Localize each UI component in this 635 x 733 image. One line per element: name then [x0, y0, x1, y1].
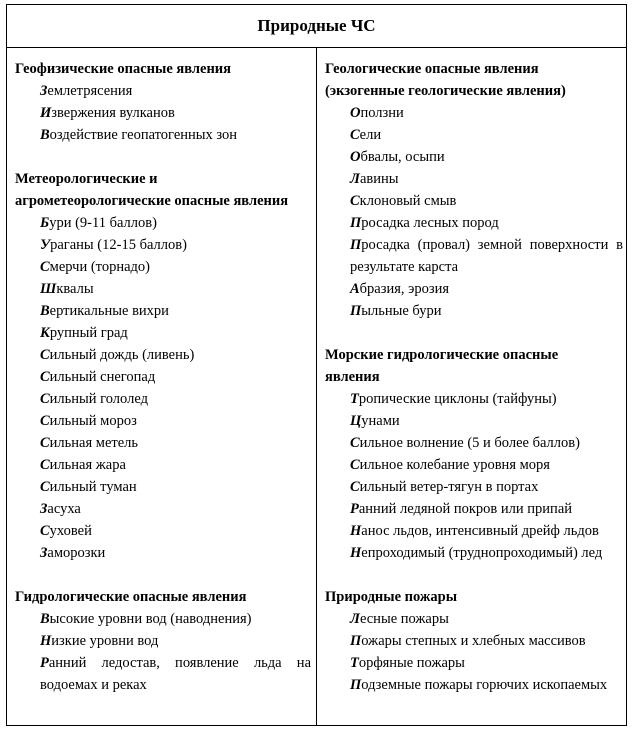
item-text: орфяные пожары [358, 655, 465, 671]
table-title: Природные ЧС [7, 5, 626, 48]
item-initial: П [350, 633, 362, 649]
section-title: агрометеорологические опасные явления [15, 193, 289, 209]
section-title: (экзогенные геологические явления) [325, 83, 566, 99]
item-text: звержения вулканов [51, 105, 175, 121]
item-text: рупный град [49, 325, 128, 341]
list-item [15, 366, 311, 388]
section-title: Геофизические опасные явления [15, 61, 232, 77]
item-initial: З [40, 501, 48, 517]
item-initial: З [40, 545, 48, 561]
item-initial: Н [350, 523, 362, 539]
item-text: бразия, эрозия [359, 281, 450, 297]
list-item [15, 498, 311, 520]
list-item [15, 410, 311, 432]
list-item [325, 168, 623, 190]
item-initial: К [40, 325, 50, 341]
section [15, 168, 311, 564]
item-initial: О [350, 149, 361, 165]
list-item [15, 388, 311, 410]
section-gap [325, 564, 623, 586]
item-text: унами [361, 413, 400, 429]
list-item [325, 388, 623, 410]
item-text: ыльные бури [361, 303, 442, 319]
item-initial: С [350, 193, 360, 209]
item-initial: С [40, 435, 50, 451]
list-item [325, 630, 623, 652]
list-item [15, 256, 311, 278]
list-item [15, 102, 311, 124]
item-initial: И [40, 105, 52, 121]
list-item [325, 432, 623, 454]
item-initial: Р [350, 501, 359, 517]
right-column [325, 58, 623, 696]
item-text: ильный туман [49, 479, 137, 495]
section-gap [325, 322, 623, 344]
item-initial: П [350, 237, 362, 253]
item-text: ильное волнение (5 и более баллов) [359, 435, 580, 451]
item-initial: В [40, 127, 50, 143]
item-text: ильный гололед [49, 391, 148, 407]
item-text: одземные пожары горючих ископаемых [361, 677, 608, 693]
list-item [15, 322, 311, 344]
list-item [15, 608, 311, 630]
item-initial: С [40, 413, 50, 429]
list-item [15, 278, 311, 300]
list-item [325, 278, 623, 300]
section-title: Гидрологические опасные явления [15, 589, 247, 605]
item-text: ильная метель [49, 435, 139, 451]
item-text: ильный дождь (ливень) [49, 347, 195, 363]
list-item [325, 608, 623, 630]
list-item [325, 234, 623, 278]
list-item [15, 212, 311, 234]
list-item [15, 344, 311, 366]
item-initial: С [40, 457, 50, 473]
item-initial: А [350, 281, 360, 297]
item-text: ожары степных и хлебных массивов [361, 633, 586, 649]
section-title: Природные пожары [325, 589, 458, 605]
item-text: ропические циклоны (тайфуны) [358, 391, 557, 407]
item-initial: С [350, 457, 360, 473]
item-text: ильный мороз [49, 413, 137, 429]
list-item [15, 300, 311, 322]
item-initial: С [40, 479, 50, 495]
item-text: ертикальные вихри [49, 303, 169, 319]
list-item [15, 520, 311, 542]
item-initial: С [350, 479, 360, 495]
item-initial: О [350, 105, 361, 121]
item-text: ели [359, 127, 382, 143]
item-text: клоновый смыв [359, 193, 457, 209]
item-text: ильная жара [49, 457, 126, 473]
list-item [15, 454, 311, 476]
list-item [325, 454, 623, 476]
item-initial: С [350, 435, 360, 451]
item-text: ильный снегопад [49, 369, 156, 385]
list-item [325, 102, 623, 124]
list-item [325, 300, 623, 322]
section-gap [15, 146, 311, 168]
item-text: епроходимый (труднопроходимый) лед [361, 545, 603, 561]
item-text: ури (9-11 баллов) [49, 215, 157, 231]
item-initial: Т [350, 391, 359, 407]
list-item [15, 432, 311, 454]
item-initial: П [350, 677, 362, 693]
item-initial: В [40, 303, 50, 319]
list-item [325, 542, 623, 564]
item-text: ползни [360, 105, 404, 121]
item-text: емлетрясения [47, 83, 133, 99]
list-item [325, 212, 623, 234]
section [325, 586, 623, 696]
item-initial: Н [40, 633, 52, 649]
list-item [15, 124, 311, 146]
section-title: Геологические опасные явления [325, 61, 539, 77]
list-item [15, 542, 311, 564]
list-item [325, 146, 623, 168]
left-column [15, 58, 311, 696]
section-title: Метеорологические и [15, 171, 158, 187]
item-initial: С [350, 127, 360, 143]
item-initial: С [40, 347, 50, 363]
item-text: анний ледяной покров или припай [358, 501, 573, 517]
section [325, 58, 623, 322]
item-text: квалы [56, 281, 94, 297]
item-initial: Т [350, 655, 359, 671]
item-text: ысокие уровни вод (наводнения) [49, 611, 252, 627]
section-title: явления [325, 369, 380, 385]
list-item [325, 476, 623, 498]
item-text: ильное колебание уровня моря [359, 457, 550, 473]
item-initial: С [40, 259, 50, 275]
section [15, 58, 311, 146]
item-initial: Ц [350, 413, 362, 429]
section-gap [15, 564, 311, 586]
list-item [325, 520, 623, 542]
list-item [325, 674, 623, 696]
item-text: росадка лесных пород [361, 215, 499, 231]
item-text: раганы (12-15 баллов) [50, 237, 187, 253]
list-item [15, 80, 311, 102]
item-text: асуха [47, 501, 81, 517]
list-item [325, 190, 623, 212]
item-text: бвалы, осыпи [360, 149, 445, 165]
item-text: аморозки [47, 545, 106, 561]
item-initial: Н [350, 545, 362, 561]
item-initial: П [350, 215, 362, 231]
item-text: авины [359, 171, 399, 187]
section [325, 344, 623, 564]
item-initial: С [40, 391, 50, 407]
item-initial: В [40, 611, 50, 627]
item-initial: С [40, 369, 50, 385]
item-initial: П [350, 303, 362, 319]
list-item [15, 652, 311, 696]
list-item [325, 124, 623, 146]
item-text: мерчи (торнадо) [49, 259, 150, 275]
item-initial: У [40, 237, 51, 253]
item-text: уховей [49, 523, 92, 539]
item-initial: Л [350, 171, 360, 187]
item-initial: Ш [40, 281, 57, 297]
natural-emergencies-table [6, 4, 627, 726]
list-item [325, 652, 623, 674]
item-initial: З [40, 83, 48, 99]
item-text: есные пожары [359, 611, 449, 627]
list-item [325, 410, 623, 432]
table-body [7, 48, 626, 725]
item-text: росадка (провал) земной поверхности в результате карста [350, 237, 623, 275]
item-initial: Б [40, 215, 50, 231]
column-divider [316, 48, 317, 725]
section [15, 586, 311, 696]
list-item [15, 234, 311, 256]
item-text: ильный ветер-тягун в портах [359, 479, 539, 495]
item-initial: С [40, 523, 50, 539]
item-text: анос льдов, интенсивный дрейф льдов [361, 523, 599, 539]
item-text: изкие уровни вод [51, 633, 159, 649]
list-item [15, 476, 311, 498]
item-initial: Р [40, 655, 49, 671]
list-item [15, 630, 311, 652]
section-title: Морские гидрологические опасные [325, 347, 559, 363]
item-initial: Л [350, 611, 360, 627]
item-text: анний ледостав, появление льда на водоемах и реках [40, 655, 311, 693]
list-item [325, 498, 623, 520]
item-text: оздействие геопатогенных зон [49, 127, 238, 143]
